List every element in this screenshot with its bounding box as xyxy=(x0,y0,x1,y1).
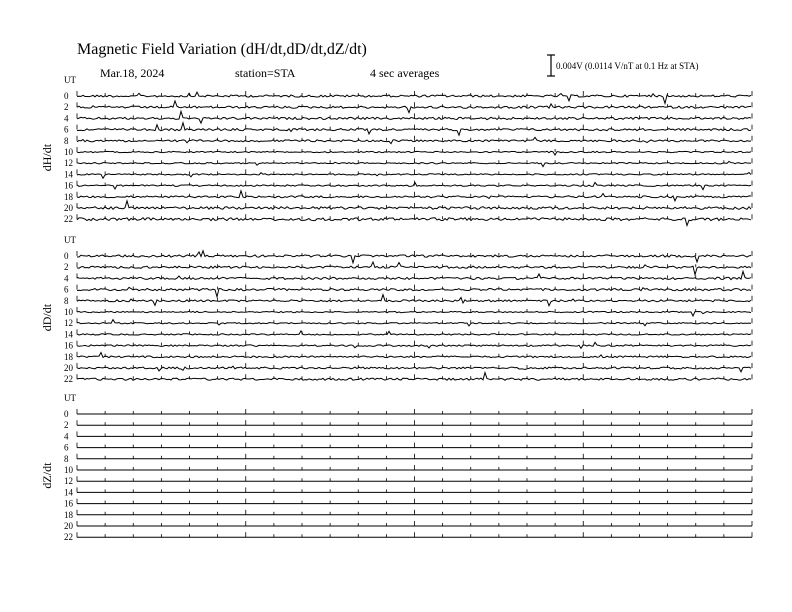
trace-ticks xyxy=(77,510,752,515)
hour-label: 10 xyxy=(64,465,73,475)
panel-label: dH/dt xyxy=(40,143,54,172)
trace-ticks xyxy=(77,420,752,425)
hour-label: 6 xyxy=(64,442,69,453)
trace-ticks xyxy=(77,147,752,152)
panel-dz-dt xyxy=(40,393,752,542)
hour-label: 4 xyxy=(64,273,69,284)
hour-label: 14 xyxy=(64,169,73,180)
trace-ticks xyxy=(77,363,752,368)
hour-label: 20 xyxy=(64,203,73,213)
hour-label: 6 xyxy=(64,124,69,135)
trace-ticks xyxy=(77,181,752,186)
hour-label: 2 xyxy=(64,102,69,113)
trace-0 xyxy=(77,92,751,103)
trace-22 xyxy=(77,218,751,226)
scale-bar xyxy=(547,55,698,76)
trace-16 xyxy=(77,182,751,189)
trace-10 xyxy=(77,311,751,316)
ut-label: UT xyxy=(64,235,76,245)
hour-label: 22 xyxy=(64,532,73,543)
chart-title: Magnetic Field Variation (dH/dt,dD/dt,dZ/dt) xyxy=(77,41,367,58)
trace-18 xyxy=(77,191,751,201)
trace-12 xyxy=(77,320,751,326)
trace-ticks xyxy=(77,487,752,492)
trace-20 xyxy=(77,201,751,210)
ut-label: UT xyxy=(64,75,76,85)
panel-label: dZ/dt xyxy=(40,462,54,489)
hour-label: 0 xyxy=(64,409,69,419)
hour-label: 8 xyxy=(64,453,69,464)
trace-20 xyxy=(77,366,751,372)
hour-label: 10 xyxy=(64,307,73,317)
hour-label: 16 xyxy=(64,180,73,191)
hour-label: 22 xyxy=(64,374,73,385)
hour-label: 4 xyxy=(64,431,69,442)
trace-18 xyxy=(77,352,751,357)
trace-ticks xyxy=(77,125,752,130)
hour-label: 14 xyxy=(64,329,73,340)
trace-4 xyxy=(77,271,751,279)
hour-label: 12 xyxy=(64,476,73,487)
trace-ticks xyxy=(77,499,752,504)
trace-ticks xyxy=(77,409,752,414)
trace-ticks xyxy=(77,521,752,526)
hour-label: 14 xyxy=(64,487,73,498)
trace-2 xyxy=(77,262,751,275)
trace-16 xyxy=(77,342,751,348)
trace-ticks xyxy=(77,203,752,208)
averaging-label: 4 sec averages xyxy=(370,66,440,80)
hour-label: 16 xyxy=(64,498,73,509)
trace-ticks xyxy=(77,285,752,290)
hour-label: 6 xyxy=(64,284,69,295)
trace-10 xyxy=(77,151,751,155)
trace-0 xyxy=(77,251,751,263)
trace-14 xyxy=(77,331,751,335)
hour-label: 12 xyxy=(64,158,73,169)
trace-14 xyxy=(77,173,751,179)
trace-ticks xyxy=(77,443,752,448)
trace-ticks xyxy=(77,318,752,323)
trace-ticks xyxy=(77,431,752,436)
trace-ticks xyxy=(77,454,752,459)
trace-ticks xyxy=(77,307,752,312)
trace-2 xyxy=(77,101,751,113)
trace-22 xyxy=(77,373,751,381)
hour-label: 18 xyxy=(64,509,73,520)
trace-8 xyxy=(77,295,751,306)
hour-label: 2 xyxy=(64,262,69,273)
hour-label: 2 xyxy=(64,420,69,431)
date-label: Mar.18, 2024 xyxy=(100,66,165,80)
hour-label: 0 xyxy=(64,91,69,101)
panel-dh-dt xyxy=(40,75,752,226)
hour-label: 20 xyxy=(64,521,73,531)
panel-label: dD/dt xyxy=(40,303,54,332)
trace-ticks xyxy=(77,374,752,379)
station-label: station=STA xyxy=(235,66,296,80)
scale-label: 0.004V (0.0114 V/nT at 0.1 Hz at STA) xyxy=(556,61,699,71)
hour-label: 0 xyxy=(64,251,69,261)
hour-label: 20 xyxy=(64,363,73,373)
hour-label: 16 xyxy=(64,340,73,351)
trace-ticks xyxy=(77,532,752,537)
hour-label: 22 xyxy=(64,214,73,225)
hour-label: 18 xyxy=(64,351,73,362)
hour-label: 12 xyxy=(64,318,73,329)
trace-4 xyxy=(77,111,751,123)
trace-6 xyxy=(77,287,751,296)
trace-12 xyxy=(77,161,751,166)
trace-6 xyxy=(77,123,751,135)
trace-ticks xyxy=(77,476,752,481)
panel-dd-dt xyxy=(40,235,752,384)
hour-label: 4 xyxy=(64,113,69,124)
hour-label: 10 xyxy=(64,147,73,157)
ut-label: UT xyxy=(64,393,76,403)
trace-8 xyxy=(77,137,751,143)
hour-label: 8 xyxy=(64,295,69,306)
trace-ticks xyxy=(77,465,752,470)
hour-label: 18 xyxy=(64,191,73,202)
hour-label: 8 xyxy=(64,135,69,146)
trace-ticks xyxy=(77,91,752,96)
